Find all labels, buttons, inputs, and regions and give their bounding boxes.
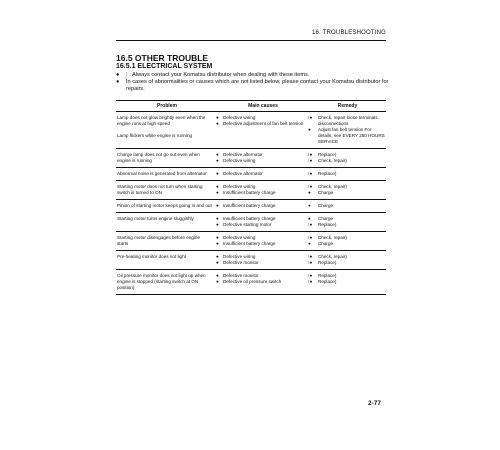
remedy-text: Charge xyxy=(318,190,334,195)
problem-cell xyxy=(116,235,216,247)
cause-text: Defective monitor xyxy=(223,260,259,265)
remedy-cell xyxy=(308,203,386,209)
column-header-remedy: Remedy xyxy=(337,103,358,109)
cause-text: Defective wiring xyxy=(223,235,256,240)
bullet-icon: ● xyxy=(216,279,219,284)
problem-text: Oil pressure monitor does not light up when engine is stopped (starting switch at ON position) xyxy=(117,273,206,290)
remedy-text: Charge xyxy=(318,241,334,246)
remedy-marker-icon: ● xyxy=(308,127,311,132)
cause-item xyxy=(216,241,308,247)
problem-cell xyxy=(116,203,216,209)
problem-cell xyxy=(116,115,216,145)
cause-text: Defective wiring xyxy=(223,115,256,120)
table-row xyxy=(116,200,386,213)
bullet-icon: ● xyxy=(216,254,219,259)
bullet-icon: ● xyxy=(216,203,219,208)
remedy-marker-icon: ● xyxy=(308,203,311,208)
cause-item xyxy=(216,260,308,266)
remedy-item xyxy=(308,203,386,209)
remedy-marker-icon: ⁝● xyxy=(308,254,313,259)
bullet-icon: ● xyxy=(216,115,219,120)
troubleshooting-table xyxy=(116,100,386,295)
bullet-icon: ● xyxy=(216,241,219,246)
remedy-text: Charge xyxy=(318,216,334,221)
remedy-marker-icon: ⁝● xyxy=(308,235,313,240)
remedy-cell xyxy=(308,171,386,177)
bullet-icon: ● xyxy=(216,260,219,265)
cause-text: Defective oil pressure switch xyxy=(223,279,282,284)
remedy-text: Replace) xyxy=(318,152,337,157)
bullet-icon: ● xyxy=(216,184,219,189)
problem-text: Starting motor disengages before engine starts xyxy=(117,235,200,246)
remedy-marker-icon: ⁝● xyxy=(308,222,313,227)
table-row xyxy=(116,181,386,200)
bullet-icon: ● xyxy=(216,158,219,163)
remedy-text: Adjust fan belt tension For details, see EVERY 250 HOURS SERVICE xyxy=(318,127,385,144)
problem-text: Pre-heating monitor does not light xyxy=(117,254,186,259)
table-row xyxy=(116,232,386,251)
table-row xyxy=(116,168,386,181)
remedy-marker-icon: ● xyxy=(308,216,311,221)
remedy-marker-icon: ⁝● xyxy=(308,171,313,176)
cause-text: Defective adjustment of fan belt tension xyxy=(223,121,304,126)
remedy-text: Replace) xyxy=(318,279,337,284)
remedy-marker-icon: ⁝● xyxy=(308,152,313,157)
cause-item xyxy=(216,171,308,177)
cause-text: Insufficient battery charge xyxy=(223,216,276,221)
table-row xyxy=(116,213,386,232)
bullet-icon: ● xyxy=(116,79,120,85)
causes-cell xyxy=(216,254,308,266)
cause-item xyxy=(216,190,308,196)
bullet-icon: ● xyxy=(216,216,219,221)
cause-item xyxy=(216,158,308,164)
header-rule xyxy=(116,40,386,41)
remedy-cell xyxy=(308,235,386,247)
remedy-marker-icon: ⁝● xyxy=(308,279,313,284)
table-body xyxy=(116,112,386,295)
table-row xyxy=(116,112,386,149)
problem-text: Abnormal noise is generated from alternator xyxy=(117,171,207,176)
remedy-cell xyxy=(308,273,386,291)
causes-cell xyxy=(216,273,308,291)
causes-cell xyxy=(216,184,308,196)
page-number: 2-77 xyxy=(368,400,382,407)
column-header-causes: Main causes xyxy=(248,103,278,109)
remedy-text: Check, repair) xyxy=(318,184,347,189)
cause-item xyxy=(216,203,308,209)
cause-text: Insufficient battery charge xyxy=(223,241,276,246)
remedy-text: Replace) xyxy=(318,171,337,176)
remedy-cell xyxy=(308,184,386,196)
cause-text: Defective starting motor xyxy=(223,222,272,227)
remedy-marker-icon: ⁝● xyxy=(308,273,313,278)
cause-item xyxy=(216,279,308,285)
cause-text: Defective monitor xyxy=(223,273,259,278)
remedy-marker-icon: ● xyxy=(308,241,311,246)
causes-cell xyxy=(216,171,308,177)
problem-cell xyxy=(116,184,216,196)
problem-cell xyxy=(116,254,216,266)
causes-cell xyxy=(216,152,308,164)
problem-text: Charge lamp does not go out even when engine is running xyxy=(117,152,200,163)
notes-list xyxy=(116,72,396,93)
bullet-icon: ● xyxy=(216,190,219,195)
bullet-icon: ● xyxy=(216,235,219,240)
remedy-item xyxy=(308,241,386,247)
remedy-marker-icon: ⁝● xyxy=(308,184,313,189)
note-text: ⁝ : Always contact your Komatsu distributor when dealing with these items. xyxy=(126,72,310,78)
cause-item xyxy=(216,222,308,228)
note-text: In cases of abnormalities or causes which are not listed below, please contact your Komatsu distributor for repairs. xyxy=(126,79,389,92)
remedy-text: Replace) xyxy=(318,273,337,278)
causes-cell xyxy=(216,203,308,209)
bullet-icon: ● xyxy=(216,121,219,126)
causes-cell xyxy=(216,235,308,247)
remedy-item xyxy=(308,127,386,145)
remedy-cell xyxy=(308,115,386,145)
table-row xyxy=(116,149,386,168)
problem-cell xyxy=(116,216,216,228)
remedy-marker-icon: ⁝● xyxy=(308,158,313,163)
problem-text: Starting motor turns engine sluggishly xyxy=(117,216,194,221)
table-header xyxy=(116,100,386,112)
remedy-text: Replace) xyxy=(318,260,337,265)
remedy-item xyxy=(308,222,386,228)
remedy-item xyxy=(308,158,386,164)
remedy-marker-icon: ● xyxy=(308,190,311,195)
cause-text: Defective alternator xyxy=(223,171,263,176)
subsection-title: 16.5.1 ELECTRICAL SYSTEM xyxy=(116,63,213,70)
problem-cell xyxy=(116,273,216,291)
problem-text: Lamp flickers while engine is running xyxy=(117,133,193,138)
bullet-icon: ● xyxy=(216,273,219,278)
remedy-text: Charge xyxy=(318,203,334,208)
remedy-marker-icon: ⁝● xyxy=(308,260,313,265)
bullet-icon: ● xyxy=(216,222,219,227)
cause-text: Defective wiring xyxy=(223,158,256,163)
remedy-text: Replace) xyxy=(318,222,337,227)
section-title: 16.5 OTHER TROUBLE xyxy=(116,53,209,63)
bullet-icon: ● xyxy=(216,171,219,176)
remedy-item xyxy=(308,260,386,266)
bullet-icon: ● xyxy=(116,72,120,78)
remedy-item xyxy=(308,190,386,196)
problem-cell xyxy=(116,152,216,164)
causes-cell xyxy=(216,216,308,228)
remedy-marker-icon: ⁝● xyxy=(308,115,313,120)
table-row xyxy=(116,270,386,295)
problem-text: Starting motor does not turn when starting switch is turned to ON xyxy=(117,184,203,195)
remedy-item xyxy=(308,171,386,177)
bullet-icon: ● xyxy=(216,152,219,157)
remedy-text: Check, repair) xyxy=(318,235,347,240)
cause-text: Insufficient battery charge xyxy=(223,203,276,208)
section-header-label: 16. TROUBLESHOOTING xyxy=(311,30,386,36)
remedy-cell xyxy=(308,152,386,164)
problem-cell xyxy=(116,171,216,177)
column-header-problem: Problem xyxy=(156,103,177,109)
note-item xyxy=(116,79,396,93)
remedy-item xyxy=(308,279,386,285)
cause-text: Defective wiring xyxy=(223,254,256,259)
note-item xyxy=(116,72,396,79)
remedy-item xyxy=(308,115,386,127)
remedy-text: Check, repair) xyxy=(318,254,347,259)
cause-text: Defective alternator xyxy=(223,152,263,157)
causes-cell xyxy=(216,115,308,145)
remedy-cell xyxy=(308,254,386,266)
problem-text: Pinion of starting motor keeps going in and out xyxy=(117,203,212,208)
problem-text: Lamp does not glow brightly even when the engine runs at high speed xyxy=(117,115,206,126)
table-row xyxy=(116,251,386,270)
remedy-cell xyxy=(308,216,386,228)
cause-text: Insufficient battery charge xyxy=(223,190,276,195)
cause-text: Defective wiring xyxy=(223,184,256,189)
cause-item xyxy=(216,121,308,127)
remedy-text: Check, repair loose terminals, disconnections xyxy=(318,115,379,126)
remedy-text: Check, repair) xyxy=(318,158,347,163)
